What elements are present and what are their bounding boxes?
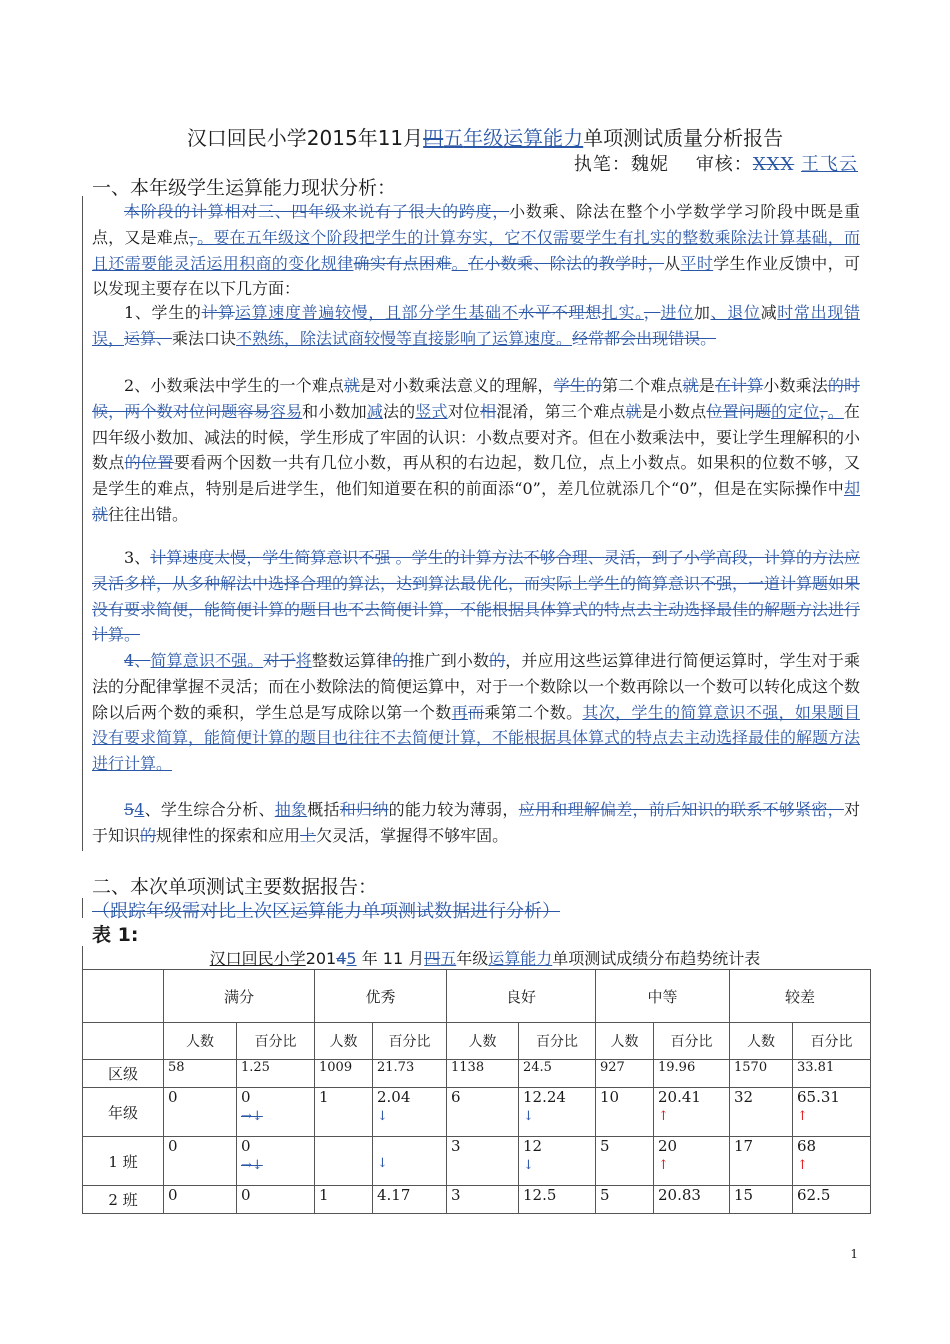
corner-cell xyxy=(83,970,164,1023)
sub-header: 人数 xyxy=(315,1023,373,1060)
table-row xyxy=(83,1186,871,1214)
sub-header: 百分比 xyxy=(373,1023,447,1060)
table-row xyxy=(83,1060,871,1088)
table-cell: 1 xyxy=(315,1088,373,1137)
col-header: 中等 xyxy=(596,970,730,1023)
change-bar xyxy=(82,898,83,918)
table-cell: 62.5 xyxy=(793,1186,871,1214)
table-row xyxy=(83,1088,871,1137)
down-arrow-icon: ↓ xyxy=(377,1156,388,1171)
up-arrow-icon: ↑ xyxy=(658,1158,669,1173)
sub-header: 百分比 xyxy=(654,1023,730,1060)
table-title: 汉口回民小学20145 年 11 月四五年级运算能力单项测试成绩分布趋势统计表 xyxy=(209,949,761,968)
paragraph-point-4: 4、简算意识不强。对于将整数运算律的推广到小数的，并应用这些运算律进行简便运算时，学生对于乘法的分配律掌握不灵活；而在小数除法的简便运算中，对于一个数除以一个数再除以一个数可以转化成这个数除以后两个数的乘积，学生总是写成除以第一个数再而乘第二个数。其次，学生的简算意识不强，如果题目没有要求简算，能简便计算的题目也往往不去简便计算，不能根据具体算式的特点去主动选择最佳的解题方法进行计算。 xyxy=(92,651,861,774)
header-row xyxy=(83,970,871,1023)
table-cell: 20.83 xyxy=(654,1186,730,1214)
table-cell: 0 xyxy=(164,1186,237,1214)
up-arrow-icon: ↑ xyxy=(797,1109,808,1124)
table-cell: 1138 xyxy=(447,1060,519,1088)
paragraph-point-2: 2、小数乘法中学生的一个难点就是对小数乘法意义的理解，学生的第二个难点就是在计算小数乘法的时候，两个数对位问题容易容易和小数加减法的竖式对位相混淆，第三个难点就是小数点位置问题的定位，。在四年级小数加、减法的时候，学生形成了牢固的认识：小数点要对齐。但在小数乘法中，要让学生理解积的小数点的位置要看两个因数一共有几位小数，再从积的右边起，数几位，点上小数点。如果积的位数不够，又是学生的难点，特别是后进学生，他们知道要在积的前面添“0”，差几位就添几个“0”，但是在实际操作中却就往往出错。 xyxy=(92,376,861,524)
sub-header: 人数 xyxy=(447,1023,519,1060)
table-cell: 33.81 xyxy=(793,1060,871,1088)
table-cell: 1.25 xyxy=(237,1060,315,1088)
row-label: 区级 xyxy=(83,1060,164,1088)
paragraph-point-5: 54、学生综合分析、抽象概括和归纳的能力较为薄弱，应用和理解偏差，前后知识的联系不够紧密，对于知识的规律性的探索和应用上欠灵活，掌握得不够牢固。 xyxy=(92,800,860,845)
sub-header: 百分比 xyxy=(237,1023,315,1060)
sub-header: 人数 xyxy=(596,1023,654,1060)
sub-header: 百分比 xyxy=(519,1023,596,1060)
table-cell: 65.31 ↑ xyxy=(793,1088,871,1137)
up-arrow-icon: ↑ xyxy=(797,1158,808,1173)
table-cell: 58 xyxy=(164,1060,237,1088)
table-cell: 5 xyxy=(596,1186,654,1214)
paragraph-point-1: 1、学生的计算运算速度普遍较慢，且部分学生基础不水平不理想扎实。，进位加、退位减时常出现错误，运算、乘法口诀不熟练，除法试商较慢等直接影响了运算速度。经常都会出现错误。 xyxy=(92,303,860,348)
table-cell: 20.41 ↑ xyxy=(654,1088,730,1137)
table-label: 表 1: xyxy=(92,924,139,946)
section-heading-2: 二、本次单项测试主要数据报告： xyxy=(92,876,378,898)
table-cell: 24.5 xyxy=(519,1060,596,1088)
score-distribution-table xyxy=(82,969,871,1214)
deleted-note: （跟踪年级需对比上次区运算能力单项测试数据进行分析） xyxy=(92,901,560,922)
flat-arrow-icon: →↓ xyxy=(241,1158,263,1173)
table-cell: 3 xyxy=(447,1137,519,1186)
down-arrow-icon: ↓ xyxy=(523,1158,534,1173)
table-cell xyxy=(315,1137,373,1186)
table-cell: 6 xyxy=(447,1088,519,1137)
table-cell: 10 xyxy=(596,1088,654,1137)
table-cell: 12 ↓ xyxy=(519,1137,596,1186)
down-arrow-icon: ↓ xyxy=(523,1109,534,1124)
page-number: 1 xyxy=(850,1247,858,1261)
table-cell: 0 xyxy=(237,1186,315,1214)
subheader-row xyxy=(83,1023,871,1060)
table-cell xyxy=(373,1137,447,1186)
table-cell: 1009 xyxy=(315,1060,373,1088)
table-cell: 32 xyxy=(730,1088,793,1137)
byline: 执笔：魏妮 审核：XXX 王飞云 xyxy=(573,154,858,175)
row-label: 年级 xyxy=(83,1088,164,1137)
row-label: 2 班 xyxy=(83,1186,164,1214)
paragraph-intro: 本阶段的计算相对三、四年级来说有了很大的跨度，小数乘、除法在整个小学数学学习阶段中既是重点，又是难点，。要在五年级这个阶段把学生的计算夯实，它不仅需要学生有扎实的整数乘除法计算基础，而且还需要能灵活运用积商的变化规律确实有点困难。在小数乘、除法的教学时，从平时学生作业反馈中，可以发现主要存在以下几方面： xyxy=(92,202,860,299)
table-cell: 17 xyxy=(730,1137,793,1186)
table-cell: 1570 xyxy=(730,1060,793,1088)
sub-header: 百分比 xyxy=(793,1023,871,1060)
col-header: 优秀 xyxy=(315,970,447,1023)
table-cell: 927 xyxy=(596,1060,654,1088)
down-arrow-icon: ↓ xyxy=(377,1109,388,1124)
col-header: 较差 xyxy=(730,970,871,1023)
table-cell: 21.73 xyxy=(373,1060,447,1088)
table-cell: 19.96 xyxy=(654,1060,730,1088)
table-cell: 12.24 ↓ xyxy=(519,1088,596,1137)
table-cell: 20 ↑ xyxy=(654,1137,730,1186)
table-cell: 4.17 xyxy=(373,1186,447,1214)
paragraph-point-3: 3、计算速度太慢，学生简算意识不强 。学生的计算方法不够合理、灵活，到了小学高段，计算的方法应灵活多样，从多种解法中选择合理的算法，达到算法最优化，而实际上学生的简算意识不强，一道计算题如果没有要求简便，能简便计算的题目也不去简便计算，不能根据具体算式的特点去主动选择最佳的解题方法进行计算。 xyxy=(92,548,861,645)
row-label: 1 班 xyxy=(83,1137,164,1186)
table-row xyxy=(83,1137,871,1186)
table-cell: 2.04 ↓ xyxy=(373,1088,447,1137)
flat-arrow-icon: →↓ xyxy=(241,1109,263,1124)
section-heading-1: 一、本年级学生运算能力现状分析： xyxy=(92,177,397,199)
sub-header: 人数 xyxy=(164,1023,237,1060)
col-header: 满分 xyxy=(164,970,315,1023)
report-title: 汉口回民小学2015年11月四五年级运算能力单项测试质量分析报告 xyxy=(186,126,784,150)
table-cell: 12.5 xyxy=(519,1186,596,1214)
corner-cell xyxy=(83,1023,164,1060)
table-cell: 15 xyxy=(730,1186,793,1214)
up-arrow-icon: ↑ xyxy=(658,1109,669,1124)
table-cell: 1 xyxy=(315,1186,373,1214)
sub-header: 人数 xyxy=(730,1023,793,1060)
change-bar xyxy=(82,196,83,851)
col-header: 良好 xyxy=(447,970,596,1023)
table-cell: 0 xyxy=(164,1088,237,1137)
table-cell: 0 xyxy=(164,1137,237,1186)
table-cell: 3 xyxy=(447,1186,519,1214)
change-bar xyxy=(82,946,83,970)
table-cell: 68 ↑ xyxy=(793,1137,871,1186)
table-cell: 5 xyxy=(596,1137,654,1186)
table-cell: 0 →↓ xyxy=(237,1088,315,1137)
table-cell: 0 →↓ xyxy=(237,1137,315,1186)
